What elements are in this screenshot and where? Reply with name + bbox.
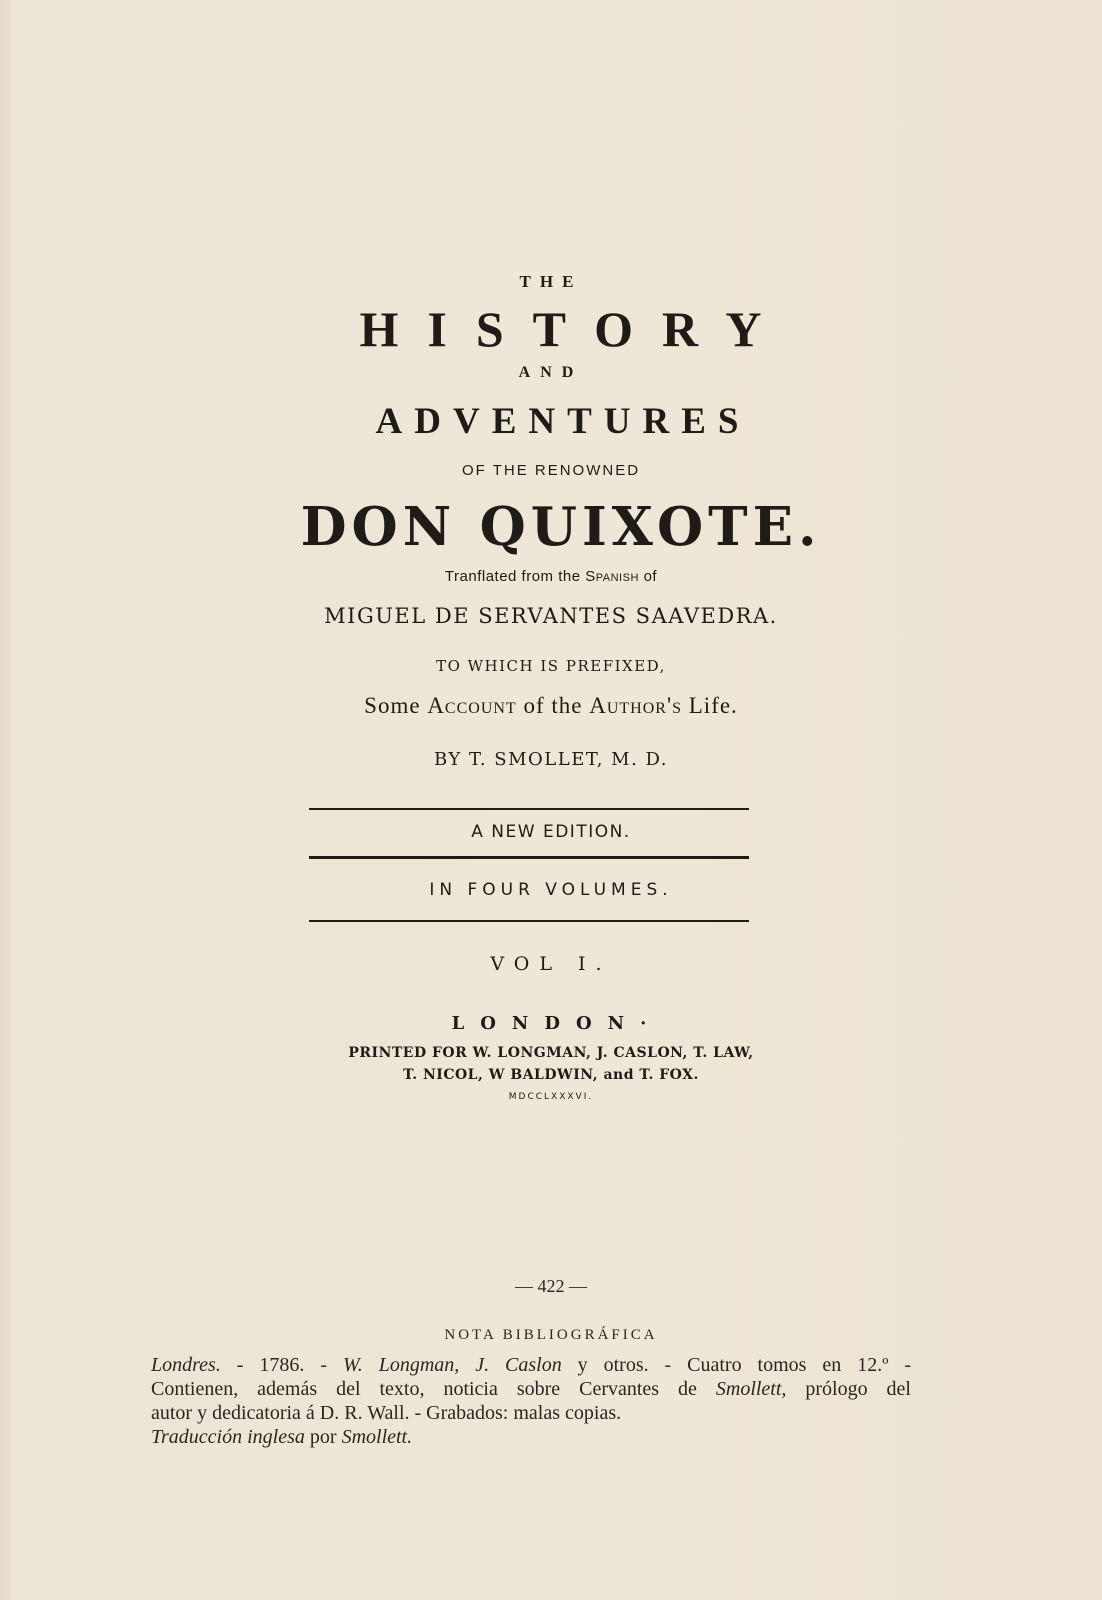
bibliographic-note — [151, 1353, 911, 1449]
note-smollett: Smollett, — [715, 1378, 787, 1400]
translated-line — [0, 568, 1102, 585]
note-year: - 1786. - — [220, 1354, 343, 1376]
note-place: Londres. — [151, 1354, 221, 1376]
volume-number: VOL I. — [490, 953, 612, 975]
account-part-3: of the — [516, 693, 590, 718]
nota-bibliografica-title: NOTA BIBLIOGRÁFICA — [444, 1327, 658, 1343]
translated-prefix: Tranflated from the — [444, 568, 586, 585]
translated-suffix: of — [638, 568, 658, 585]
note-line-3: autor y dedicatoria á D. R. Wall. - Grabados: malas copias. — [151, 1402, 622, 1424]
title-adventures: ADVENTURES — [375, 401, 751, 442]
volumes-line: IN FOUR VOLUMES. — [429, 880, 673, 900]
note-line-4 — [151, 1425, 911, 1449]
edition-line: A NEW EDITION. — [471, 822, 631, 842]
title-don-quixote: DON QUIXOTE. — [300, 496, 822, 558]
translated-spanish: Spanish — [585, 568, 639, 585]
rule-top — [309, 808, 749, 810]
imprint-year: MDCCLXXXVI. — [508, 1092, 594, 1102]
title-and: AND — [518, 364, 584, 381]
account-part-4: Author's — [589, 693, 682, 718]
note-line-1 — [151, 1353, 911, 1377]
rule-bottom — [309, 920, 749, 922]
note-volumes: y otros. - Cuatro tomos en 12.º - — [561, 1354, 911, 1376]
author-name: MIGUEL DE SERVANTES SAAVEDRA. — [324, 604, 778, 628]
imprint-london: LONDON· — [451, 1013, 663, 1034]
account-part-5: Life. — [682, 693, 738, 718]
note-prologue: prólogo del — [786, 1378, 911, 1400]
note-translator: Smollett. — [341, 1426, 413, 1448]
note-translation: Traducción inglesa — [151, 1426, 305, 1448]
title-renowned: OF THE RENOWNED — [461, 462, 641, 479]
account-part-1: Some — [364, 693, 428, 718]
account-part-2: Account — [427, 693, 517, 718]
note-by: por — [304, 1426, 342, 1448]
account-line — [0, 693, 1102, 719]
imprint-printers-line-2: T. NICOL, W BALDWIN, and T. FOX. — [403, 1067, 699, 1083]
title-history: HISTORY — [359, 301, 791, 357]
imprint-printers-line-1: PRINTED FOR W. LONGMAN, J. CASLON, T. LAW, — [348, 1045, 754, 1061]
note-line-2 — [151, 1377, 911, 1401]
by-line: BY T. SMOLLET, M. D. — [433, 749, 669, 770]
page-number: — 422 — — [515, 1276, 587, 1296]
note-contents: Contienen, además del texto, noticia sobre Cervantes de — [151, 1378, 716, 1400]
note-publishers: W. Longman, J. Caslon — [342, 1354, 562, 1376]
title-the: THE — [519, 272, 583, 291]
prefixed-line: TO WHICH IS PREFIXED, — [436, 657, 666, 675]
rule-middle — [309, 856, 749, 859]
